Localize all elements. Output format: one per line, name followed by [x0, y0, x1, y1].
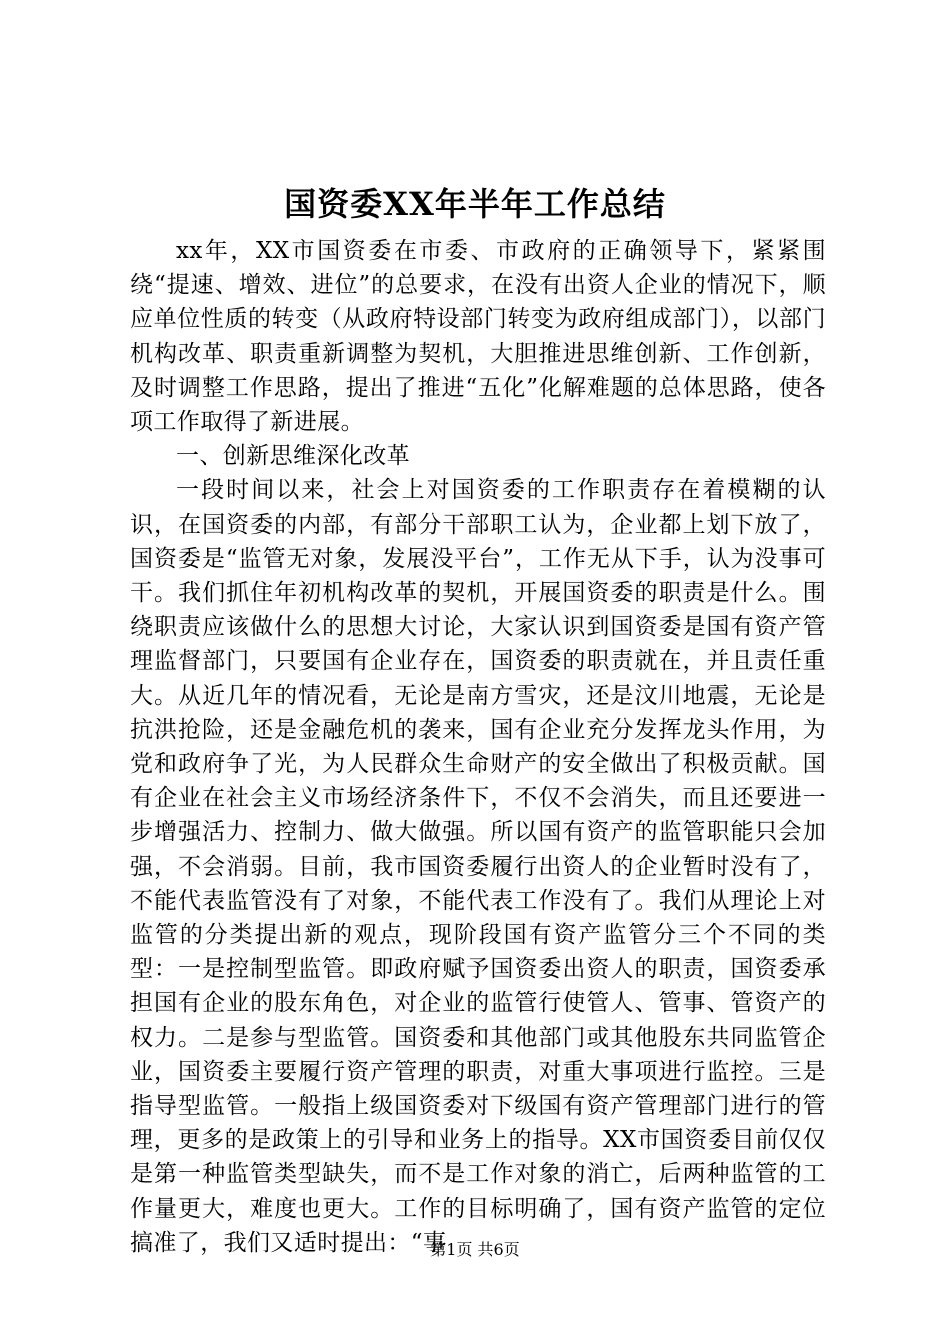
- page-footer: 第1页 共6页: [430, 1240, 520, 1259]
- document-title: 国资委XX年半年工作总结: [284, 185, 666, 223]
- section-heading: 一、创新思维深化改革: [176, 443, 410, 470]
- paragraph-main: 一段时间以来，社会上对国资委的工作职责存在着模糊的认识，在国资委的内部，有部分干部职工认为，企业都上划下放了，国资委是“监管无对象，发展没平台”，工作无从下手，认为没事可干。我们抓住年初机构改革的契机，开展国资委的职责是什么。围绕职责应该做什么的思想大讨论，大家认识到国资委是国有资产管理监督部门，只要国有企业存在，国资委的职责就在，并且责任重大。从近几年的情况看，无论是南方雪灾，还是汶川地震，无论是抗洪抢险，还是金融危机的袭来，国有企业充分发挥龙头作用，为党和政府争了光，为人民群众生命财产的安全做出了积极贡献。国有企业在社会主义市场经济条件下，不仅不会消失，而且还要进一步增强活力、控制力、做大做强。所以国有资产的监管职能只会加强，不会消弱。目前，我市国资委履行出资人的企业暂时没有了，不能代表监管没有了对象，不能代表工作没有了。我们从理论上对监管的分类提出新的观点，现阶段国有资产监管分三个不同的类型：一是控制型监管。即政府赋予国资委出资人的职责，国资委承担国有企业的股东角色，对企业的监管行使管人、管事、管资产的权力。二是参与型监管。国资委和其他部门或其他股东共同监管企业，国资委主要履行资产管理的职责，对重大事项进行监控。三是指导型监管。一般指上级国资委对下级国有资产管理部门进行的管理，更多的是政策上的引导和业务上的指导。XX市国资委目前仅仅是第一种监管类型缺失，而不是工作对象的消亡，后两种监管的工作量更大，难度也更大。工作的目标明确了，国有资产监管的定位搞准了，我们又适时提出：“事: [130, 477, 826, 1256]
- paragraph-intro: xx年，XX市国资委在市委、市政府的正确领导下，紧紧围绕“提速、增效、进位”的总要求，在没有出资人企业的情况下，顺应单位性质的转变（从政府特设部门转变为政府组成部门），以部门机构改革、职责重新调整为契机，大胆推进思维创新、工作创新，及时调整工作思路，提出了推进“五化”化解难题的总体思路，使各项工作取得了新进展。: [130, 238, 826, 436]
- document-body: [130, 234, 826, 1260]
